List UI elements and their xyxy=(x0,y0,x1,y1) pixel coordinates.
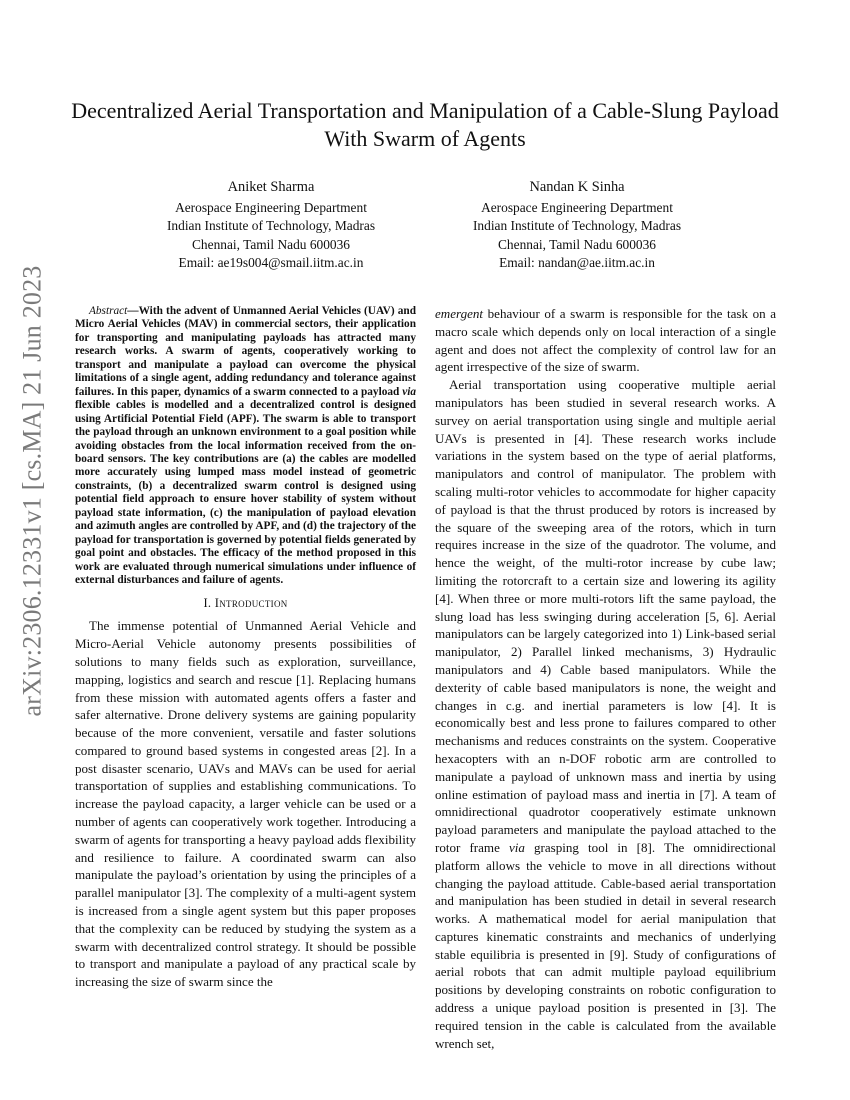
author-institute: Indian Institute of Technology, Madras xyxy=(166,218,376,233)
section-number: I. xyxy=(203,595,212,610)
author-department: Aerospace Engineering Department xyxy=(481,199,673,215)
paragraph-text-1: Aerial transportation using cooperative multiple aerial manipulators has been studied in several research works. A survey on aerial transportation using single and multiple aerial UAVs is presented in [4]. These research works include variations in the system based on the type of aerial platforms, manipulators and control of manipulator. The problem with scaling multi-rotor vehicles to accommodate for higher capacity of payload is that the thrust produced by rotors is increased by the square of the sweeping area of the rotors, which in turn requires increase in the size of the quadrotor. The volume, and hence the weight, of the multi-rotor increase by cube law; limiting the rotorcraft to a certain size and lowering its agility [4]. When three or more multi-rotors lift the same payload, the slung load has less swinging during acceleration [5, 6]. Aerial manipulators can be largely categorized into 1) Link-based serial manipulator, 2) Parallel linked mechanisms, 3) Hydraulic manipulators and 4) Cable based manipulators. While the dexterity of cable based manipulators is none, the weight and changes in c.g. and inertial parameters is low [4]. It is economically best and less prone to failures compared to other mechanisms and reduces constraints on the system. Cooperative hexacopters with an n-DOF robotic arm are controlled to manipulate a payload of unknown mass and inertia by using online estimation of payload mass and inertia in [7]. A team of omnidirectional quadrotor cooperatively estimate unknown payload parameters and manipulate the payload attached to the rotor frame xyxy=(435,377,776,855)
right-column xyxy=(435,305,776,1052)
author-city: Chennai, Tamil Nadu 600036 xyxy=(192,236,350,252)
paragraph-text-2: grasping tool in [8]. The omnidirectional platform allows the vehicle to move in all directions without changing the payload attitude. Cable-based aerial transportation and manipulation has been studied in detail in several research works. A mathematical model for aerial manipulation that captures kinematic constraints and mechanics of underlying stable equilibria is presented in [9]. Study of configurations of aerial robots that can admit multiple payload equilibrium positions by developing constraints on robotic configuration to address a unique payload position is presented in [3]. The required tension in the cable is calculated from the available wrench set, xyxy=(435,839,776,1051)
section-title: Introduction xyxy=(214,595,288,610)
arxiv-side-identifier: arXiv:2306.12331v1 [cs.MA] 21 Jun 2023 xyxy=(17,265,47,717)
paragraph-text: behaviour of a swarm is responsible for the task on a macro scale which depends only on local interaction of a single agent and does not affect the complexity of control law for an agent irrespective of the size of swarm. xyxy=(435,306,776,375)
emergent-word: emergent xyxy=(435,306,484,321)
abstract-label: Abstract xyxy=(89,305,128,317)
author-city: Chennai, Tamil Nadu 600036 xyxy=(498,236,656,252)
via-word: via xyxy=(508,839,525,855)
author-block-1 xyxy=(121,178,421,273)
author-email: Email: nandan@ae.iitm.ac.in xyxy=(499,255,655,270)
abstract-text-2: flexible cables is modelled and a decentralized control is designed using Artificial Potential Field (APF). The swarm is able to transport the payload through an unknown environment to a goal position while avoiding obstacles from the local information received from the on-board sensors. The key contributions are (a) the cables are modelled more accurately using lumped mass model instead of geometric constraints, (b) a decentralized swarm control is designed using potential field approach to ensure hover stability of system without payload state information, (c) the manipulation of payload elevation and azimuth angles are controlled by APF, and (d) the trajectory of the payload for transportation is governed by potential fields generated by goal point and obstacles. The efficacy of the method proposed in this work are evaluated through numerical simulations under influence of external disturbances and failure of agents. xyxy=(75,399,416,587)
section-heading-introduction xyxy=(75,595,416,613)
author-institute: Indian Institute of Technology, Madras xyxy=(472,218,682,233)
abstract-via: via xyxy=(402,385,416,398)
abstract-text-1: With the advent of Unmanned Aerial Vehicles (UAV) and Micro Aerial Vehicles (MAV) in commercial sectors, their application for transporting and manipulating payloads has attracted many research works. A swarm of agents, cooperatively working to transport and manipulate a payload can overcome the physical limitations of a single agent, adding redundancy and tolerance against failures. In this paper, dynamics of a swarm connected to a payload xyxy=(75,305,416,398)
paper-title: Decentralized Aerial Transportation and Manipulation of a Cable-Slung Payload With Swarm of Agents xyxy=(71,98,779,151)
author-name: Nandan K Sinha xyxy=(529,179,625,195)
author-block-2 xyxy=(427,178,727,273)
intro-paragraph-continued xyxy=(435,305,776,376)
author-name: Aniket Sharma xyxy=(227,179,315,195)
abstract xyxy=(75,305,416,588)
abstract-dash: — xyxy=(127,305,139,317)
left-column xyxy=(75,305,416,991)
intro-paragraph-1: The immense potential of Unmanned Aerial Vehicle and Micro-Aerial Vehicle autonomy presents possibilities of solutions to many fields such as exploration, surveillance, mapping, logistics and search and rescue [1]. Replacing humans from these mission with automated agents offers a faster and safer alternative. Drone delivery systems are gaining popularity because of the more convenient, versatile and faster solutions compared to ground based systems in congested areas [2]. In a post disaster scenario, UAVs and MAVs can be used for aerial transportation of supplies and establishing communications. To increase the payload capacity, a larger vehicle can be used or a number of agents can cooperatively work together. Introducing a swarm of agents for transporting a heavy payload adds flexibility and resilience to failure. A coordinated swarm can also manipulate the payload’s orientation by using the principles of a parallel manipulator [3]. The complexity of a multi-agent system is increased from a single agent system but this paper proposes that the complexity can be reduced by studying the system as a swarm with decentralized control strategy. It should be possible to transport and manipulate a payload of any practical scale by increasing the size of swarm since the xyxy=(75,618,416,990)
intro-paragraph-2 xyxy=(435,376,776,1052)
author-department: Aerospace Engineering Department xyxy=(175,199,367,215)
author-email: Email: ae19s004@smail.iitm.ac.in xyxy=(178,255,364,270)
